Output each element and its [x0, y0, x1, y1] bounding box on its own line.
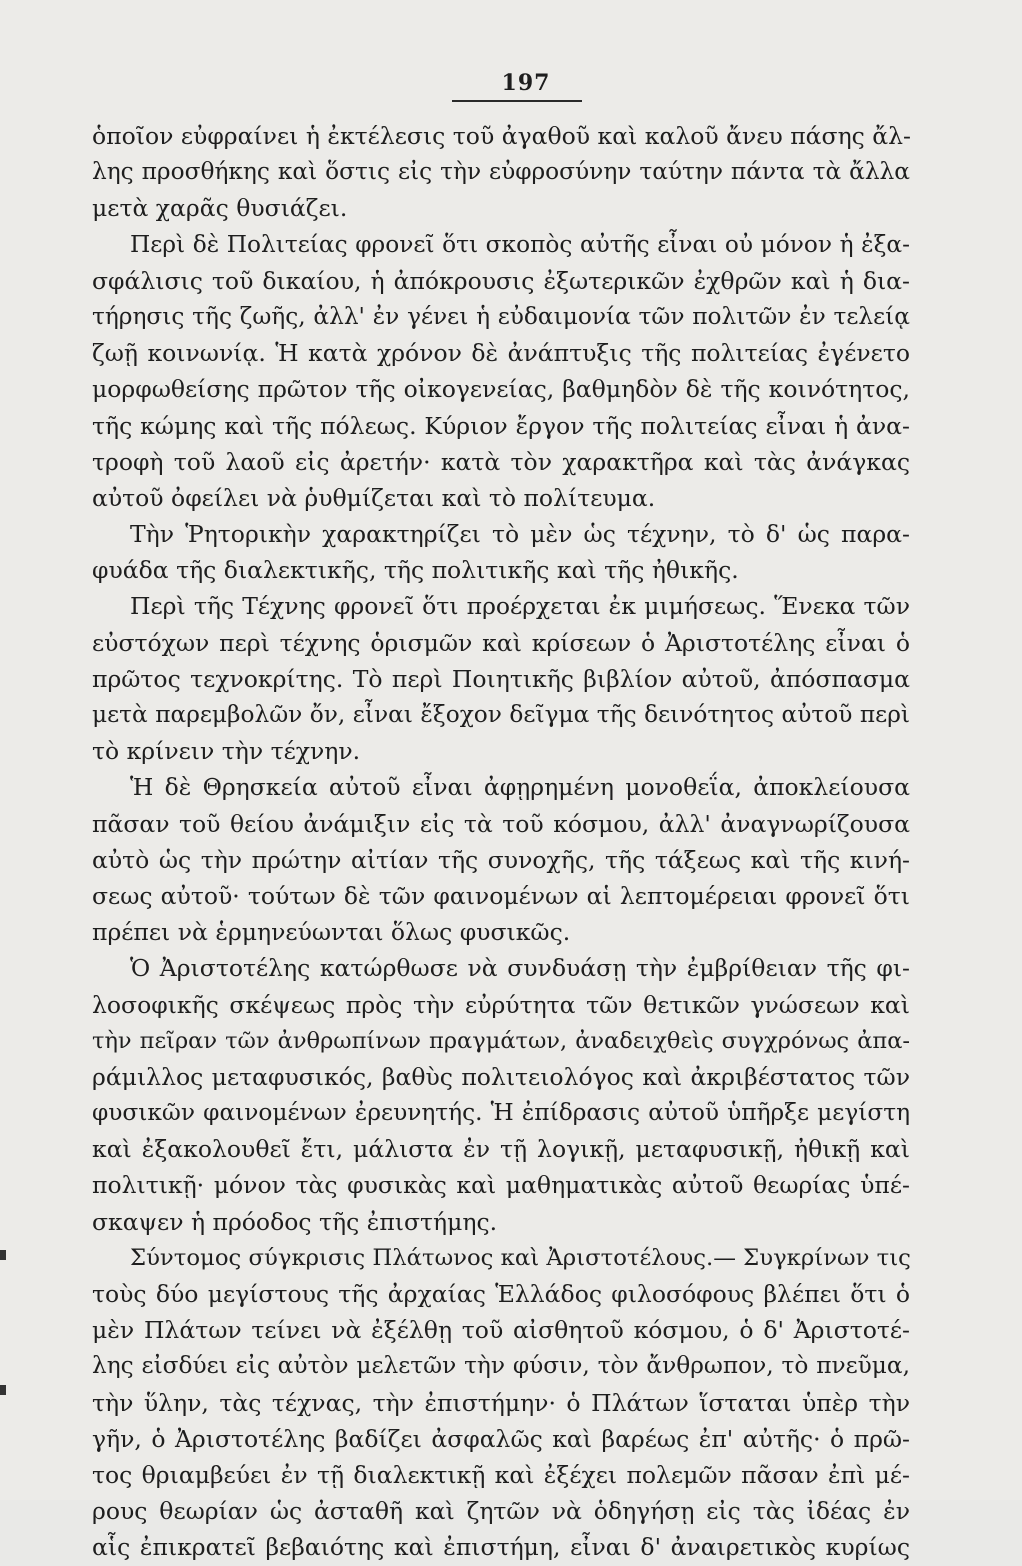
- text-line: τήρησις τῆς ζωῆς, ἀλλ' ἐν γένει ἡ εὐδαιμονία τῶν πολιτῶν ἐν τελείᾳ: [92, 302, 910, 330]
- margin-mark: [0, 1250, 6, 1260]
- text-line: αὐτοῦ ὀφείλει νὰ ῥυθμίζεται καὶ τὸ πολίτευμα.: [92, 483, 656, 512]
- text-line: λης εἰσδύει εἰς αὐτὸν μελετῶν τὴν φύσιν, τὸν ἄνθρωπον, τὸ πνεῦμα,: [92, 1352, 910, 1380]
- text-line: μορφωθείσης πρῶτον τῆς οἰκογενείας, βαθμηδὸν δὲ τῆς κοινότητος,: [92, 375, 910, 404]
- text-line: λοσοφικῆς σκέψεως πρὸς τὴν εὐρύτητα τῶν θετικῶν γνώσεων καὶ: [92, 990, 910, 1019]
- margin-mark: [0, 1385, 6, 1395]
- text-line: πᾶσαν τοῦ θείου ἀνάμιξιν εἰς τὰ τοῦ κόσμου, ἀλλ' ἀναγνωρίζουσα: [92, 809, 910, 838]
- text-line: τὴν πεῖραν τῶν ἀνθρωπίνων πραγμάτων, ἀναδειχθεὶς συγχρόνως ἀπα-: [92, 1027, 910, 1054]
- text-line: τὴν ὕλην, τὰς τέχνας, τὴν ἐπιστήμην· ὁ Πλάτων ἵσταται ὑπὲρ τὴν: [92, 1388, 910, 1417]
- text-line: ζωῇ κοινωνίᾳ. Ἡ κατὰ χρόνον δὲ ἀνάπτυξις τῆς πολιτείας ἐγένετο: [92, 339, 910, 368]
- text-line: ὁποῖον εὐφραίνει ἡ ἐκτέλεσις τοῦ ἀγαθοῦ καὶ καλοῦ ἄνευ πάσης ἄλ-: [92, 122, 911, 150]
- text-line: τῆς κώμης καὶ τῆς πόλεως. Κύριον ἔργον τῆς πολιτείας εἶναι ἡ ἀνα-: [92, 411, 910, 440]
- text-line: τροφὴ τοῦ λαοῦ εἰς ἀρετήν· κατὰ τὸν χαρακτῆρα καὶ τὰς ἀνάγκας: [92, 447, 910, 476]
- text-line: αὐτὸ ὡς τὴν πρώτην αἰτίαν τῆς συνοχῆς, τῆς τάξεως καὶ τῆς κινή-: [92, 845, 910, 874]
- text-line: καὶ ἐξακολουθεῖ ἔτι, μάλιστα ἐν τῇ λογικῇ, μεταφυσικῇ, ἠθικῇ καὶ: [92, 1135, 910, 1164]
- text-line: σεως αὐτοῦ· τούτων δὲ τῶν φαινομένων αἱ λεπτομέρειαι φρονεῖ ὅτι: [92, 881, 910, 910]
- text-line: γῆν, ὁ Ἀριστοτέλης βαδίζει ἀσφαλῶς καὶ βαρέως ἐπ' αὐτῆς· ὁ πρῶ-: [92, 1424, 910, 1453]
- text-line: λης προσθήκης καὶ ὅστις εἰς τὴν εὐφροσύνην ταύτην πάντα τὰ ἄλλα: [92, 158, 910, 186]
- text-line: Τὴν Ῥητορικὴν χαρακτηρίζει τὸ μὲν ὡς τέχνην, τὸ δ' ὡς παρα-: [130, 520, 910, 549]
- text-line: πρέπει νὰ ἑρμηνεύωνται ὅλως φυσικῶς.: [92, 918, 571, 947]
- text-line: πολιτικῇ· μόνον τὰς φυσικὰς καὶ μαθηματικὰς αὐτοῦ θεωρίας ὑπέ-: [92, 1171, 910, 1200]
- text-line: τος θριαμβεύει ἐν τῇ διαλεκτικῇ καὶ ἐξέχει πολεμῶν πᾶσαν ἐπὶ μέ-: [92, 1460, 910, 1489]
- body-text: [92, 118, 910, 1566]
- text-line: Ὁ Ἀριστοτέλης κατώρθωσε νὰ συνδυάσῃ τὴν ἐμβρίθειαν τῆς φι-: [130, 954, 910, 983]
- text-line: ρους θεωρίαν ὡς ἀσταθῆ καὶ ζητῶν νὰ ὁδηγήσῃ εἰς τὰς ἰδέας ἐν: [92, 1497, 910, 1526]
- text-line: φυσικῶν φαινομένων ἐρευνητής. Ἡ ἐπίδρασις αὐτοῦ ὑπῆρξε μεγίστη: [92, 1099, 910, 1127]
- text-line: Ἡ δὲ Θρησκεία αὐτοῦ εἶναι ἀφῃρημένη μονοθεΐα, ἀποκλείουσα: [130, 773, 910, 802]
- text-line: Σύντομος σύγκρισις Πλάτωνος καὶ Ἀριστοτέλους.— Συγκρίνων τις: [130, 1244, 911, 1271]
- text-line: τοὺς δύο μεγίστους τῆς ἀρχαίας Ἑλλάδος φιλοσόφους βλέπει ὅτι ὁ: [92, 1280, 910, 1308]
- text-line: μὲν Πλάτων τείνει νὰ ἐξέλθῃ τοῦ αἰσθητοῦ κόσμου, ὁ δ' Ἀριστοτέ-: [92, 1316, 910, 1345]
- text-line: εὐστόχων περὶ τέχνης ὁρισμῶν καὶ κρίσεων ὁ Ἀριστοτέλης εἶναι ὁ: [92, 628, 910, 657]
- text-line: μετὰ χαρᾶς θυσιάζει.: [92, 194, 348, 223]
- page-number: 197: [501, 70, 551, 96]
- text-line: σκαψεν ἡ πρόοδος τῆς ἐπιστήμης.: [92, 1207, 498, 1236]
- text-line: αἷς ἐπικρατεῖ βεβαιότης καὶ ἐπιστήμη, εἶναι δ' ἀναιρετικὸς κυρίως: [92, 1533, 910, 1562]
- text-line: σφάλισις τοῦ δικαίου, ἡ ἀπόκρουσις ἐξωτερικῶν ἐχθρῶν καὶ ἡ δια-: [92, 266, 910, 295]
- text-line: ράμιλλος μεταφυσικός, βαθὺς πολιτειολόγος καὶ ἀκριβέστατος τῶν: [92, 1062, 910, 1091]
- text-line: φυάδα τῆς διαλεκτικῆς, τῆς πολιτικῆς καὶ τῆς ἠθικῆς.: [92, 556, 739, 585]
- text-line: Περὶ τῆς Τέχνης φρονεῖ ὅτι προέρχεται ἐκ μιμήσεως. Ἕνεκα τῶν: [130, 592, 910, 621]
- text-line: Περὶ δὲ Πολιτείας φρονεῖ ὅτι σκοπὸς αὐτῆς εἶναι οὐ μόνον ἡ ἐξα-: [130, 230, 910, 258]
- text-line: μετὰ παρεμβολῶν ὄν, εἶναι ἔξοχον δεῖγμα τῆς δεινότητος αὐτοῦ περὶ: [92, 701, 910, 728]
- text-line: πρῶτος τεχνοκρίτης. Τὸ περὶ Ποιητικῆς βιβλίον αὐτοῦ, ἀπόσπασμα: [92, 664, 910, 693]
- text-line: τὸ κρίνειν τὴν τέχνην.: [92, 737, 361, 766]
- page-number-rule: [452, 100, 582, 102]
